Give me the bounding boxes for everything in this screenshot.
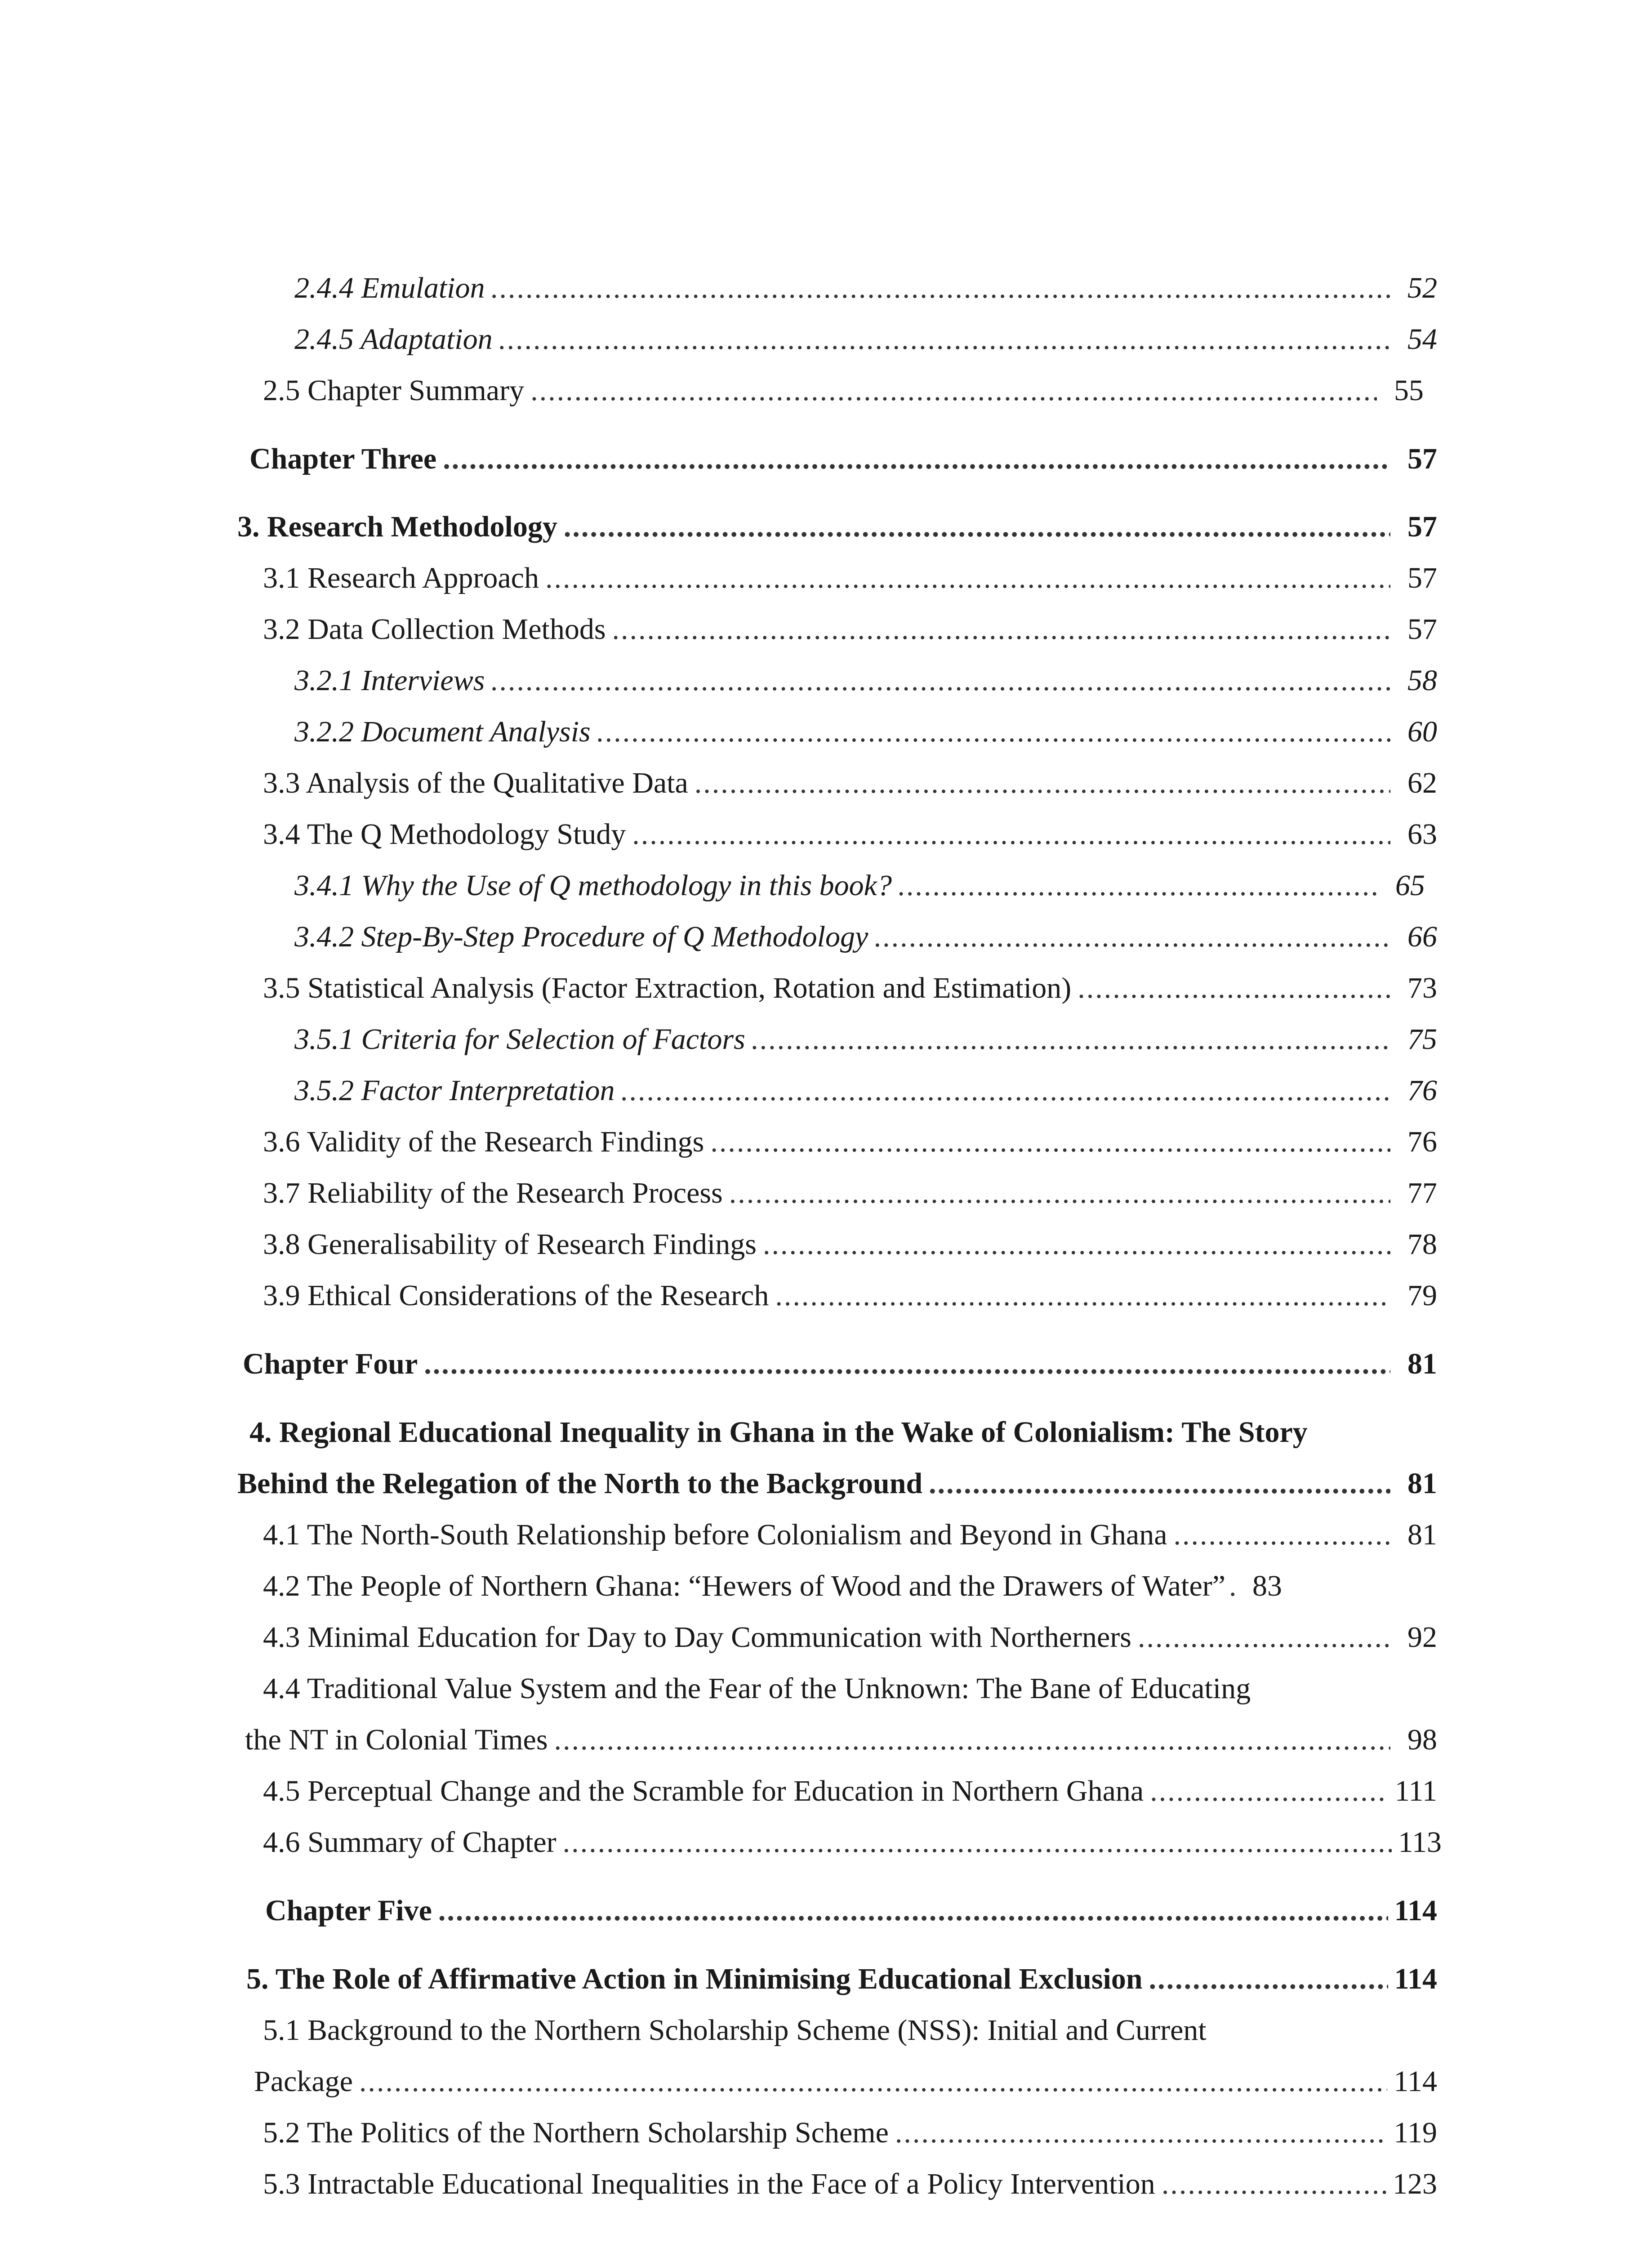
toc-entry[interactable] [294, 717, 1437, 747]
toc-entry-label: 5. The Role of Affirmative Action in Minimising Educational Exclusion [246, 1963, 1143, 1995]
toc-entry-page: 123 [1393, 2168, 1437, 2200]
toc-entry-label: 5.2 The Politics of the Northern Scholarship Scheme [263, 2116, 889, 2149]
leader-dots [359, 2067, 1388, 2096]
toc-entry-page: 79 [1407, 1279, 1437, 1312]
leader-dots [424, 1349, 1390, 1379]
toc-entry-label: 3.3 Analysis of the Qualitative Data [263, 767, 688, 799]
toc-entry-label: 3.4 The Q Methodology Study [263, 818, 626, 851]
toc-entry-page: 54 [1407, 323, 1437, 356]
toc-entry-page: 57 [1407, 442, 1437, 475]
toc-entry-page: 76 [1407, 1074, 1437, 1107]
toc-entry[interactable] [294, 666, 1437, 696]
toc-entry-label: 4.1 The North-South Relationship before Colonialism and Beyond in Ghana [263, 1518, 1167, 1551]
toc-entry-label: Chapter Four [243, 1347, 418, 1380]
toc-entry-page: 73 [1407, 972, 1437, 1004]
toc-entry[interactable] [294, 922, 1437, 952]
toc-entry-page: 83 [1252, 1570, 1282, 1602]
toc-entry-line: 5.1 Background to the Northern Scholarship Scheme (NSS): Initial and Current [263, 2014, 1207, 2047]
toc-entry[interactable] [263, 1776, 1437, 1806]
toc-entry-page: 114 [1394, 1894, 1437, 1927]
toc-entry-page: 58 [1407, 664, 1437, 697]
leader-dots [438, 1896, 1388, 1926]
toc-entry-page: 66 [1407, 920, 1437, 953]
toc-entry[interactable] [263, 376, 1424, 406]
toc-entry[interactable] [263, 1828, 1442, 1857]
toc-entry[interactable] [263, 1178, 1437, 1208]
toc-entry-label: 4.6 Summary of Chapter [263, 1826, 557, 1859]
toc-entry-page: 63 [1407, 818, 1437, 851]
leader-dots [1149, 1964, 1388, 1994]
toc-entry[interactable] [263, 820, 1437, 849]
toc-entry[interactable] [294, 325, 1437, 354]
toc-entry-label: 3.2.2 Document Analysis [294, 715, 591, 748]
toc-entry-page: 92 [1407, 1621, 1437, 1654]
toc-entry-page: 75 [1407, 1023, 1437, 1056]
leader-dots [545, 563, 1390, 593]
toc-entry[interactable] [294, 273, 1437, 303]
toc-entry-page: 114 [1394, 1963, 1437, 1995]
leader-dots [763, 1230, 1390, 1259]
toc-entry-page: 57 [1407, 562, 1437, 594]
leader-dots [710, 1127, 1390, 1157]
leader-dots [491, 666, 1390, 696]
leader-dots [1229, 1571, 1238, 1601]
toc-entry-label: 4.3 Minimal Education for Day to Day Communication with Northerners [263, 1621, 1131, 1654]
toc-entry-page: 55 [1394, 374, 1424, 407]
toc-entry-label: 2.5 Chapter Summary [263, 374, 525, 407]
toc-section-heading[interactable] [237, 512, 1437, 542]
toc-entry-page: 114 [1394, 2065, 1437, 2098]
toc-entry[interactable] [263, 2169, 1437, 2199]
leader-dots [564, 512, 1390, 542]
toc-entry-label: 2.4.5 Adaptation [294, 323, 493, 356]
leader-dots [499, 325, 1390, 354]
toc-entry-label: 3.8 Generalisability of Research Findings [263, 1228, 757, 1261]
toc-entry-page: 98 [1407, 1723, 1437, 1756]
toc-entry-label: 3.1 Research Approach [263, 562, 539, 594]
toc-entry[interactable] [263, 563, 1437, 593]
toc-entry-label: 3.9 Ethical Considerations of the Research [263, 1279, 769, 1312]
toc-section-heading[interactable] [237, 1469, 1437, 1499]
toc-entry[interactable] [263, 615, 1437, 644]
toc-entry-label: 4.2 The People of Northern Ghana: “Hewers of Wood and the Drawers of Water” [263, 1570, 1226, 1602]
toc-entry-label: 3.5 Statistical Analysis (Factor Extraction, Rotation and Estimation) [263, 972, 1072, 1004]
leader-dots [612, 615, 1390, 644]
toc-chapter-heading[interactable] [265, 1896, 1437, 1926]
toc-entry[interactable] [294, 1076, 1437, 1106]
leader-dots [1162, 2169, 1386, 2199]
leader-dots [1138, 1623, 1390, 1652]
toc-entry-page: 78 [1407, 1228, 1437, 1261]
toc-entry-label: 5.3 Intractable Educational Inequalities in the Face of a Policy Intervention [263, 2168, 1155, 2200]
toc-entry-label: 3.5.1 Criteria for Selection of Factors [294, 1023, 745, 1056]
toc-entry-label: Chapter Five [265, 1894, 432, 1927]
toc-entry-page: 77 [1407, 1177, 1437, 1209]
toc-entry-label: 3.4.1 Why the Use of Q methodology in this book? [294, 869, 892, 902]
toc-entry[interactable] [263, 973, 1437, 1003]
toc-entry-page: 81 [1407, 1347, 1437, 1380]
toc-entry-label: 3.2.1 Interviews [294, 664, 485, 697]
toc-entry-page: 81 [1407, 1467, 1437, 1500]
toc-entry-page: 57 [1407, 613, 1437, 646]
leader-dots [491, 273, 1391, 303]
toc-entry-label: 3.6 Validity of the Research Findings [263, 1125, 704, 1158]
toc-entry-label: Chapter Three [249, 442, 437, 475]
leader-dots [874, 922, 1390, 952]
leader-dots [1150, 1776, 1389, 1806]
leader-dots [729, 1178, 1390, 1208]
toc-entry-label: Package [254, 2065, 353, 2098]
toc-entry-page: 76 [1407, 1125, 1437, 1158]
toc-section-heading[interactable] [246, 1964, 1437, 1994]
toc-entry-page: 111 [1394, 1775, 1437, 1807]
leader-dots [1174, 1520, 1391, 1550]
toc-entry-label: the NT in Colonial Times [245, 1723, 548, 1756]
toc-entry[interactable] [294, 1025, 1437, 1054]
leader-dots [554, 1725, 1390, 1755]
toc-entry[interactable] [263, 1623, 1437, 1652]
leader-dots [695, 768, 1390, 798]
toc-entry-page: 113 [1398, 1826, 1442, 1859]
toc-entry[interactable] [294, 871, 1425, 901]
toc-entry[interactable] [263, 768, 1437, 798]
toc-entry-page: 52 [1407, 272, 1437, 304]
toc-entry-page: 57 [1407, 510, 1437, 543]
toc-entry-label: 3.5.2 Factor Interpretation [294, 1074, 615, 1107]
toc-chapter-heading[interactable] [243, 1349, 1437, 1379]
toc-entry-label: 4.5 Perceptual Change and the Scramble for Education in Northern Ghana [263, 1775, 1144, 1807]
toc-entry-page: 60 [1407, 715, 1437, 748]
toc-entry[interactable] [245, 1725, 1437, 1755]
toc-entry-page: 81 [1407, 1518, 1437, 1551]
leader-dots [775, 1281, 1390, 1311]
toc-section-heading-line: 4. Regional Educational Inequality in Ghana in the Wake of Colonialism: The Story [249, 1416, 1308, 1449]
toc-entry[interactable] [263, 1520, 1437, 1550]
toc-entry-page: 62 [1407, 767, 1437, 799]
leader-dots [898, 871, 1378, 901]
toc-entry-page: 119 [1394, 2116, 1437, 2149]
toc-entry-label: 3.2 Data Collection Methods [263, 613, 606, 646]
leader-dots [530, 376, 1377, 406]
toc-entry[interactable] [263, 1281, 1437, 1311]
leader-dots [752, 1025, 1390, 1054]
leader-dots [443, 444, 1390, 474]
toc-entry[interactable] [254, 2067, 1437, 2096]
toc-entry-line: 4.4 Traditional Value System and the Fear of the Unknown: The Bane of Educating [263, 1672, 1251, 1705]
toc-chapter-heading[interactable] [249, 444, 1437, 474]
toc-entry[interactable] [263, 2118, 1437, 2148]
leader-dots [1078, 973, 1390, 1003]
leader-dots [597, 717, 1390, 747]
toc-entry-label: 3. Research Methodology [237, 510, 557, 543]
toc-entry[interactable] [263, 1230, 1437, 1259]
leader-dots [929, 1469, 1390, 1499]
toc-entry-label: 3.7 Reliability of the Research Process [263, 1177, 723, 1209]
leader-dots [632, 820, 1390, 849]
toc-entry-label: 3.4.2 Step-By-Step Procedure of Q Methodology [294, 920, 868, 953]
toc-entry-label: Behind the Relegation of the North to the Background [237, 1467, 923, 1500]
leader-dots [895, 2118, 1388, 2148]
leader-dots [621, 1076, 1390, 1106]
toc-entry-label: 2.4.4 Emulation [294, 272, 485, 304]
leader-dots [563, 1828, 1392, 1857]
toc-entry-page: 65 [1395, 869, 1425, 902]
toc-entry[interactable] [263, 1571, 1432, 1601]
toc-entry[interactable] [263, 1127, 1437, 1157]
